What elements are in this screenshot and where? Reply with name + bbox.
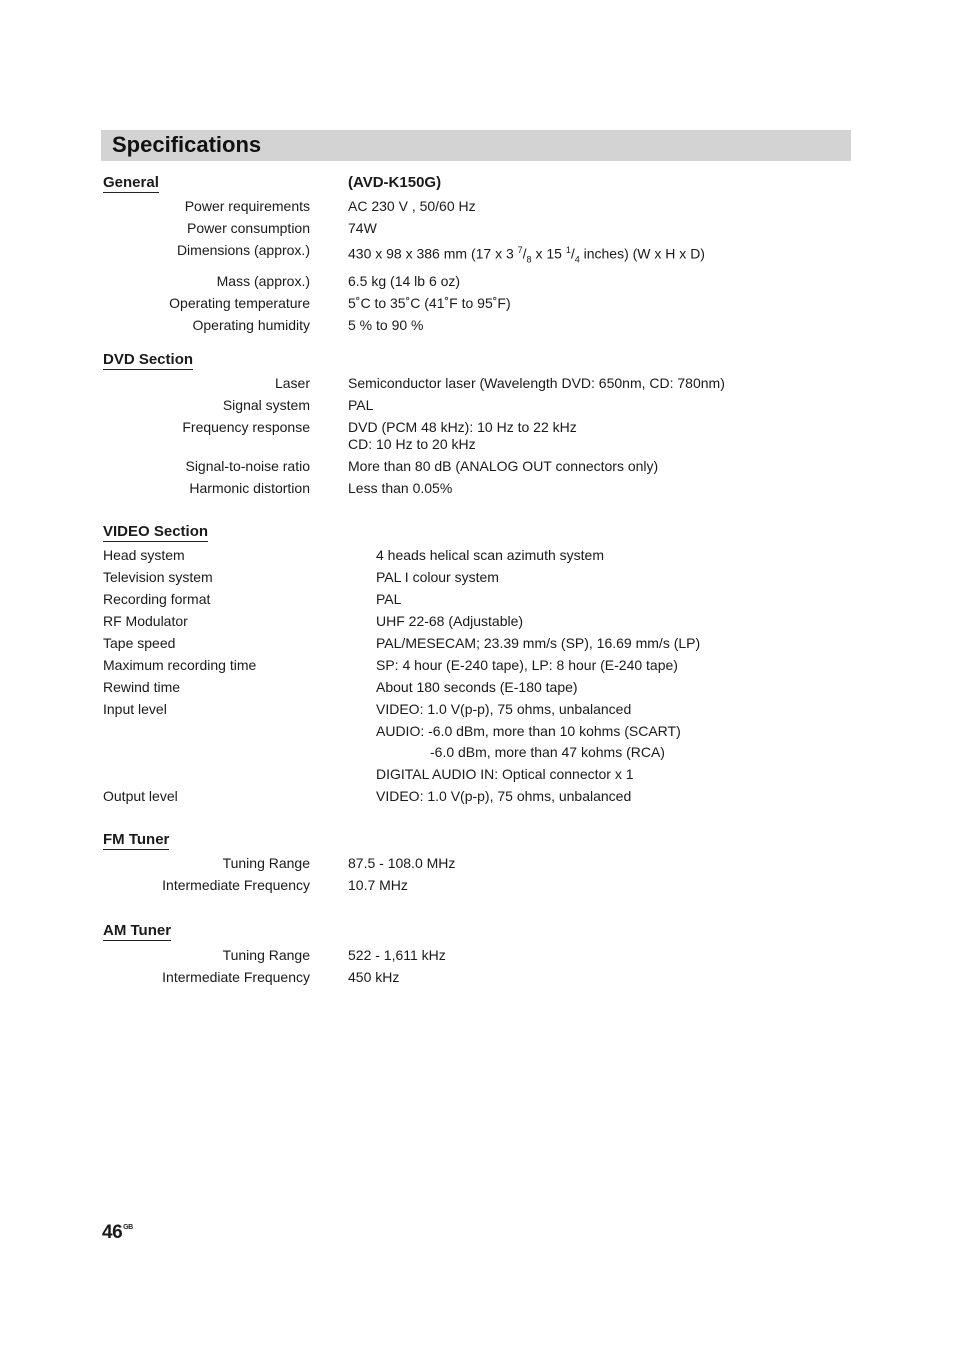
spec-value: 430 x 98 x 386 mm (17 x 3 $^7/_8$ x 15 $^1/_4$ inches) (W x H x D): [348, 245, 705, 265]
spec-label: Mass (approx.): [216, 273, 310, 290]
am-heading: AM Tuner: [103, 922, 172, 939]
spec-row: [103, 397, 803, 414]
spec-row: [103, 480, 803, 497]
spec-label: Frequency response: [182, 419, 310, 435]
spec-label: Signal-to-noise ratio: [185, 458, 310, 474]
spec-label: Dimensions (approx.): [176, 242, 310, 258]
spec-value: PAL: [376, 591, 402, 607]
spec-row: [103, 744, 803, 761]
spec-row: [103, 198, 803, 215]
spec-label: RF Modulator: [103, 613, 188, 629]
spec-label: Power consumption: [187, 220, 310, 236]
spec-label: Input level: [103, 701, 167, 717]
dimension-text-c: inches) (W x H x D): [579, 245, 705, 262]
spec-value: 522 - 1,611 kHz: [348, 947, 446, 963]
spec-label: Recording format: [103, 591, 211, 607]
spec-label: Intermediate Frequency: [162, 969, 310, 985]
spec-value: VIDEO: 1.0 V(p-p), 75 ohms, unbalanced: [376, 788, 632, 804]
spec-value-line: CD: 10 Hz to 20 kHz: [348, 436, 476, 452]
spec-label: Harmonic distortion: [189, 480, 310, 496]
spec-value: 450 kHz: [348, 969, 400, 985]
spec-row: [103, 242, 803, 268]
spec-row: [103, 788, 803, 805]
spec-row: [103, 419, 803, 453]
spec-row: [103, 220, 803, 237]
fraction-denominator: 4: [574, 254, 580, 265]
spec-label: Maximum recording time: [103, 657, 257, 673]
spec-value: 5 % to 90 %: [348, 317, 424, 334]
fraction-numerator: 1: [565, 245, 571, 255]
spec-row: [103, 458, 803, 475]
dvd-heading: DVD Section: [103, 351, 194, 368]
dimension-text-a: 430 x 98 x 386 mm (17 x 3: [348, 245, 518, 262]
page-number-suffix: GB: [123, 1224, 133, 1231]
spec-label: Output level: [103, 788, 178, 804]
spec-value: 87.5 - 108.0 MHz: [348, 855, 456, 871]
spec-value: PAL I colour system: [376, 569, 499, 585]
fm-heading: FM Tuner: [103, 831, 170, 848]
spec-row: [103, 679, 803, 696]
spec-label: [103, 723, 376, 740]
spec-row: [103, 947, 803, 964]
spec-value: 5˚C to 35˚C (41˚F to 95˚F): [348, 295, 511, 312]
spec-label: Tape speed: [103, 635, 176, 651]
spec-row: [103, 317, 803, 334]
spec-value: 6.5 kg (14 lb 6 oz): [348, 273, 461, 290]
spec-label: Intermediate Frequency: [162, 877, 310, 893]
fm-section: [103, 831, 803, 899]
spec-row: [103, 855, 803, 872]
spec-label: Rewind time: [103, 679, 181, 695]
am-section: [103, 922, 803, 991]
spec-value: PAL/MESECAM; 23.39 mm/s (SP), 16.69 mm/s (LP): [376, 635, 701, 651]
dvd-section: [103, 351, 803, 502]
fraction-numerator: 7: [517, 245, 523, 255]
spec-value: 74W: [348, 220, 377, 236]
video-section: [103, 523, 803, 810]
spec-label: Power requirements: [184, 198, 310, 214]
spec-value: 4 heads helical scan azimuth system: [376, 547, 604, 563]
spec-value: PAL: [348, 397, 374, 413]
spec-label: [103, 744, 376, 761]
video-heading: VIDEO Section: [103, 523, 209, 540]
spec-value: SP: 4 hour (E-240 tape), LP: 8 hour (E-240 tape): [376, 657, 678, 673]
spec-row: [103, 295, 803, 312]
spec-label: Signal system: [222, 397, 310, 413]
spec-value: Semiconductor laser (Wavelength DVD: 650nm, CD: 780nm): [348, 375, 725, 391]
dimension-text-b: x 15: [531, 245, 566, 262]
fraction-denominator: 8: [526, 254, 532, 265]
spec-row: [103, 547, 803, 564]
title-bar: [101, 130, 851, 161]
spec-label: Tuning Range: [222, 855, 310, 871]
spec-row: [103, 591, 803, 608]
spec-value: UHF 22-68 (Adjustable): [376, 613, 524, 629]
spec-row: [103, 273, 803, 290]
spec-label: [103, 766, 376, 783]
spec-value: [348, 419, 577, 453]
spec-row: [103, 969, 803, 986]
spec-value: More than 80 dB (ANALOG OUT connectors only): [348, 458, 659, 474]
spec-row: [103, 766, 803, 783]
spec-label: Head system: [103, 547, 185, 563]
spec-label: Television system: [103, 569, 213, 585]
page-title: Specifications: [112, 132, 262, 157]
spec-value: -6.0 dBm, more than 47 kohms (RCA): [430, 744, 665, 760]
spec-value: VIDEO: 1.0 V(p-p), 75 ohms, unbalanced: [376, 701, 632, 717]
spec-value: DIGITAL AUDIO IN: Optical connector x 1: [376, 766, 634, 782]
spec-row: [103, 613, 803, 630]
spec-value: AC 230 V , 50/60 Hz: [348, 198, 476, 214]
general-heading: General: [103, 174, 159, 191]
spec-value-line: DVD (PCM 48 kHz): 10 Hz to 22 kHz: [348, 419, 577, 435]
spec-value: AUDIO: -6.0 dBm, more than 10 kohms (SCART): [376, 723, 681, 739]
spec-row: [103, 657, 803, 674]
spec-row: [103, 375, 803, 392]
general-section: [103, 174, 803, 339]
spec-value: Less than 0.05%: [348, 480, 453, 496]
model-name: (AVD-K150G): [348, 174, 442, 191]
spec-row: [103, 701, 803, 718]
spec-label: Operating humidity: [192, 317, 310, 334]
spec-value: 10.7 MHz: [348, 877, 408, 893]
spec-row: [103, 569, 803, 586]
spec-label: Tuning Range: [222, 947, 310, 963]
spec-row: [103, 723, 803, 740]
spec-label: Operating temperature: [169, 295, 310, 312]
spec-label: Laser: [274, 375, 310, 391]
spec-row: [103, 635, 803, 652]
page-number-value: 46: [102, 1222, 123, 1243]
spec-row: [103, 877, 803, 894]
page-number: [102, 1222, 133, 1244]
spec-value: About 180 seconds (E-180 tape): [376, 679, 578, 695]
